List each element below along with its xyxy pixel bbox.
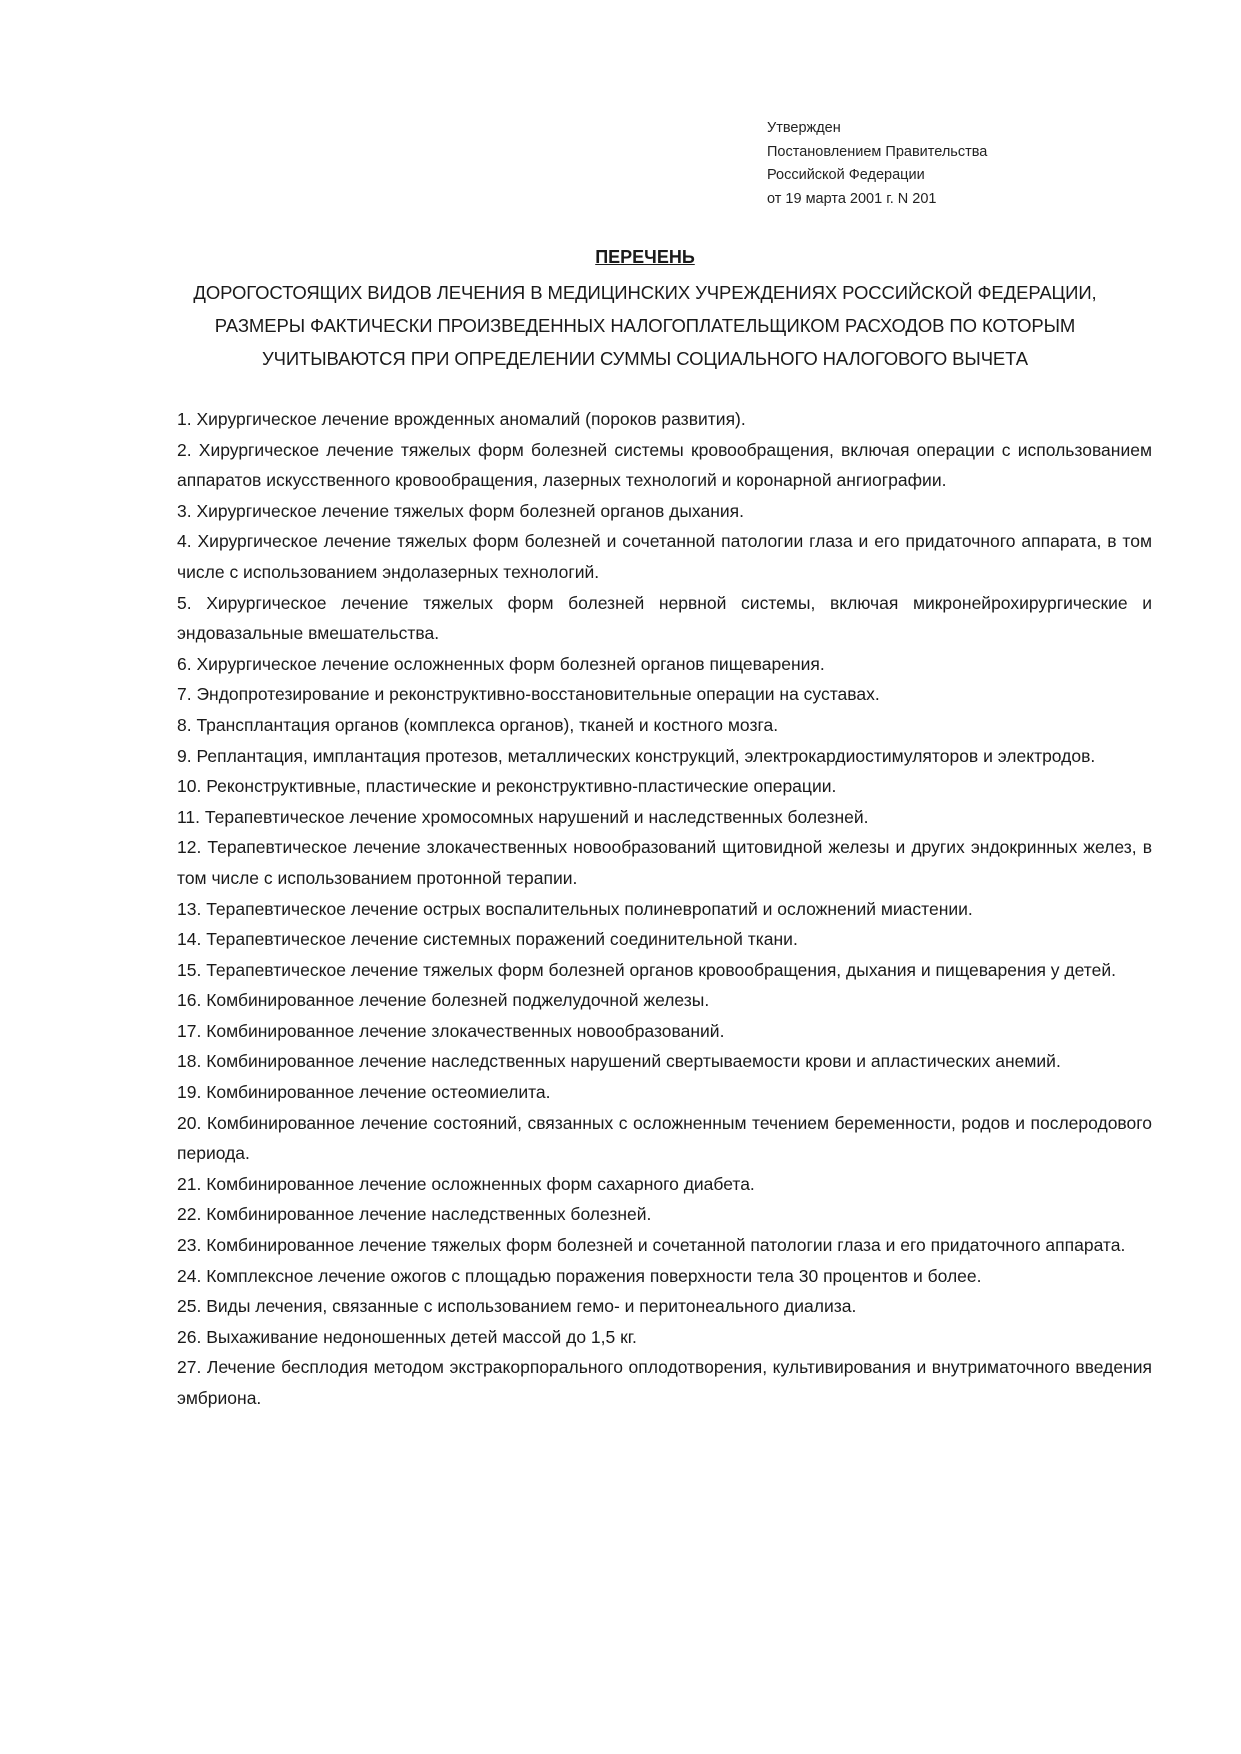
list-item: 4. Хирургическое лечение тяжелых форм болезней и сочетанной патологии глаза и его придаточного аппарата, в том числе с использованием эндолазерных технологий.	[177, 531, 1152, 582]
list-item: 17. Комбинированное лечение злокачественных новообразований.	[177, 1020, 725, 1041]
approval-line-federation: Российской Федерации	[767, 167, 925, 183]
list-item: 11. Терапевтическое лечение хромосомных нарушений и наследственных болезней.	[177, 806, 869, 827]
list-item: 6. Хирургическое лечение осложненных форм болезней органов пищеварения.	[177, 653, 825, 674]
treatment-list	[177, 404, 1152, 1414]
list-item: 2. Хирургическое лечение тяжелых форм болезней системы кровообращения, включая операции с использованием аппаратов искусственного кровообращения, лазерных технологий и коронарной ангиографии.	[177, 439, 1152, 491]
list-item: 12. Терапевтическое лечение злокачественных новообразований щитовидной железы и других эндокринных желез, в том числе с использованием протонной терапии.	[177, 837, 1152, 888]
list-item: 20. Комбинированное лечение состояний, связанных с осложненным течением беременности, родов и послеродового периода.	[177, 1112, 1152, 1164]
approval-line-approved: Утвержден	[767, 120, 841, 136]
list-item: 9. Реплантация, имплантация протезов, металлических конструкций, электрокардиостимуляторов и электродов.	[177, 745, 1096, 766]
list-item: 19. Комбинированное лечение остеомиелита.	[177, 1082, 551, 1103]
list-item: 14. Терапевтическое лечение системных поражений соединительной ткани.	[177, 929, 798, 950]
list-item: 26. Выхаживание недоношенных детей массой до 1,5 кг.	[177, 1326, 637, 1347]
list-item: 5. Хирургическое лечение тяжелых форм болезней нервной системы, включая микронейрохирургические и эндовазальные вмешательства.	[177, 592, 1152, 644]
list-item: 8. Трансплантация органов (комплекса органов), тканей и костного мозга.	[177, 714, 779, 735]
list-item: 24. Комплексное лечение ожогов с площадью поражения поверхности тела 30 процентов и более.	[177, 1265, 982, 1286]
title-line-3: УЧИТЫВАЮТСЯ ПРИ ОПРЕДЕЛЕНИИ СУММЫ СОЦИАЛЬНОГО НАЛОГОВОГО ВЫЧЕТА	[261, 348, 1028, 369]
title-line-1: ДОРОГОСТОЯЩИХ ВИДОВ ЛЕЧЕНИЯ В МЕДИЦИНСКИХ УЧРЕЖДЕНИЯХ РОССИЙСКОЙ ФЕДЕРАЦИИ,	[193, 282, 1097, 303]
approval-stamp	[767, 117, 987, 211]
approval-line-resolution: Постановлением Правительства	[767, 143, 988, 160]
list-item: 1. Хирургическое лечение врожденных аномалий (пороков развития).	[177, 409, 746, 429]
list-item: 22. Комбинированное лечение наследственных болезней.	[177, 1204, 652, 1225]
document-title	[150, 244, 1140, 375]
list-item: 3. Хирургическое лечение тяжелых форм болезней органов дыхания.	[177, 500, 745, 521]
list-item: 13. Терапевтическое лечение острых воспалительных полиневропатий и осложнений миастении.	[177, 898, 973, 919]
list-item: 18. Комбинированное лечение наследственных нарушений свертываемости крови и апластических анемий.	[177, 1051, 1061, 1072]
title-heading: ПЕРЕЧЕНЬ	[595, 247, 695, 267]
title-line-2: РАЗМЕРЫ ФАКТИЧЕСКИ ПРОИЗВЕДЕННЫХ НАЛОГОПЛАТЕЛЬЩИКОМ РАСХОДОВ ПО КОТОРЫМ	[214, 315, 1076, 336]
list-item: 15. Терапевтическое лечение тяжелых форм болезней органов кровообращения, дыхания и пищеварения у детей.	[177, 959, 1116, 980]
approval-line-date: от 19 марта 2001 г. N 201	[767, 190, 937, 207]
list-item: 23. Комбинированное лечение тяжелых форм болезней и сочетанной патологии глаза и его придаточного аппарата.	[177, 1235, 1126, 1256]
list-item: 25. Виды лечения, связанные с использованием гемо- и перитонеального диализа.	[177, 1296, 857, 1317]
list-item: 21. Комбинированное лечение осложненных форм сахарного диабета.	[177, 1173, 755, 1194]
list-item: 27. Лечение бесплодия методом экстракорпорального оплодотворения, культивирования и внутриматочного введения эмбриона.	[177, 1357, 1152, 1408]
list-item: 16. Комбинированное лечение болезней поджелудочной железы.	[177, 990, 710, 1011]
list-item: 7. Эндопротезирование и реконструктивно-восстановительные операции на суставах.	[177, 684, 880, 705]
list-item: 10. Реконструктивные, пластические и реконструктивно-пластические операции.	[177, 776, 837, 797]
